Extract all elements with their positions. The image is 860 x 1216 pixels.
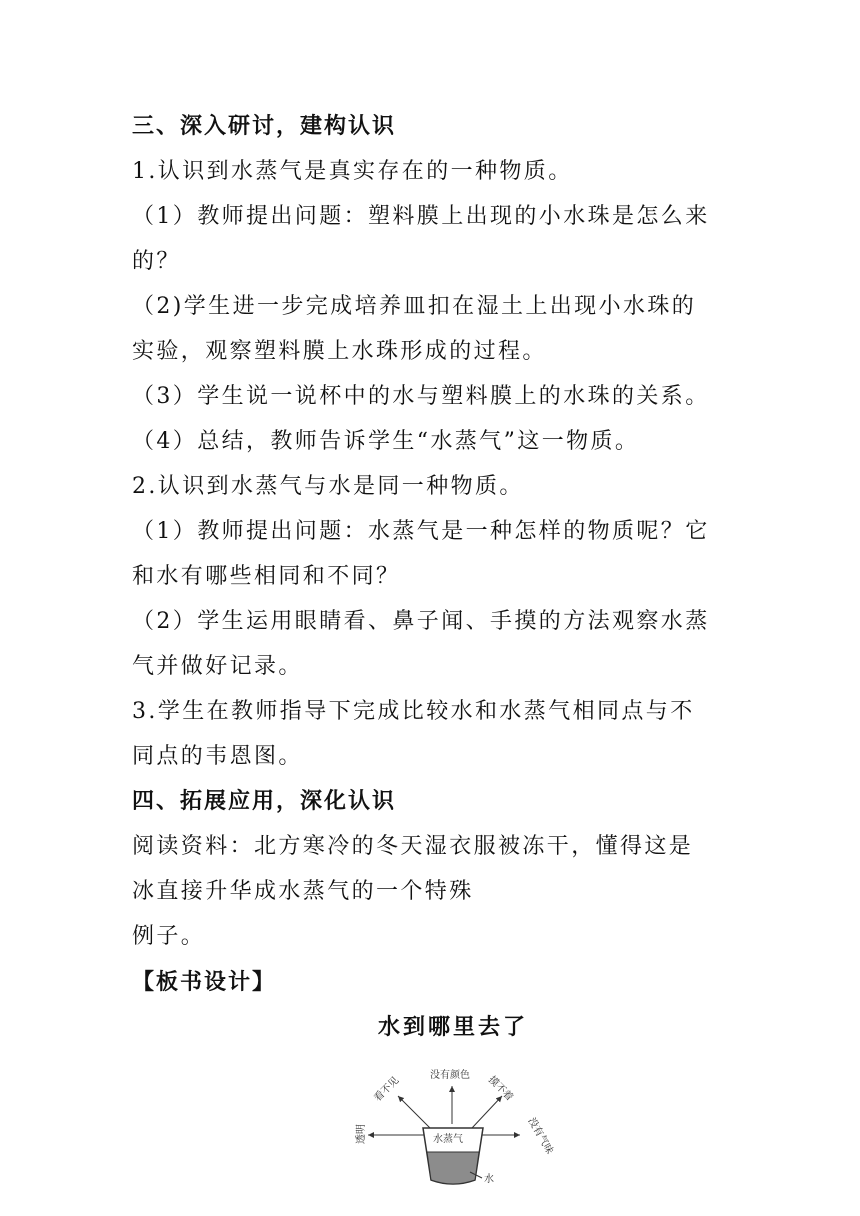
arrow-upper-right: [472, 1096, 502, 1128]
label-transparent: 透明: [356, 1124, 367, 1144]
paragraph-line: 例子。: [132, 924, 206, 949]
arrow-upper-left: [398, 1096, 430, 1128]
paragraph-line: 3.学生在教师指导下完成比较水和水蒸气相同点与不: [132, 699, 695, 724]
label-intangible: 摸不着: [485, 1074, 515, 1104]
water-label: 水: [484, 1174, 494, 1185]
paragraph-line: （2)学生进一步完成培养皿扣在湿土上出现小水珠的: [132, 294, 697, 319]
paragraph-line: 的？: [132, 249, 181, 274]
paragraph-line: 冰直接升华成水蒸气的一个特殊: [132, 879, 474, 904]
center-label: 水蒸气: [433, 1134, 463, 1145]
label-invisible: 看不见: [372, 1075, 402, 1105]
paragraph-line: 2.认识到水蒸气与水是同一种物质。: [132, 474, 524, 499]
cup-water-fill: [427, 1152, 479, 1184]
label-odorless: 没有气味: [525, 1116, 555, 1157]
paragraph-line: 实验，观察塑料膜上水珠形成的过程。: [132, 339, 547, 364]
section-4-heading: 四、拓展应用，深化认识: [132, 789, 397, 814]
paragraph-line: （4）总结，教师告诉学生“水蒸气”这一物质。: [132, 429, 640, 454]
paragraph-line: （1）教师提出问题：水蒸气是一种怎样的物质呢？它: [132, 519, 710, 544]
paragraph-line: 1.认识到水蒸气是真实存在的一种物质。: [132, 159, 573, 184]
section-3-heading: 三、深入研讨，建构认识: [132, 114, 397, 139]
label-colorless: 没有颜色: [430, 1070, 470, 1081]
water-vapor-diagram: [330, 1060, 570, 1200]
paragraph-line: （1）教师提出问题：塑料膜上出现的小水珠是怎么来: [132, 204, 710, 229]
paragraph-line: 气并做好记录。: [132, 654, 303, 679]
board-title: 水到哪里去了: [378, 1015, 529, 1040]
paragraph-line: 和水有哪些相同和不同？: [132, 564, 401, 589]
paragraph-line: （2）学生运用眼睛看、鼻子闻、手摸的方法观察水蒸: [132, 609, 710, 634]
paragraph-line: 同点的韦恩图。: [132, 744, 303, 769]
paragraph-line: 阅读资料：北方寒冷的冬天湿衣服被冻干，懂得这是: [132, 834, 694, 859]
paragraph-line: （3）学生说一说杯中的水与塑料膜上的水珠的关系。: [132, 384, 710, 409]
board-design-heading: 【板书设计】: [132, 970, 277, 995]
